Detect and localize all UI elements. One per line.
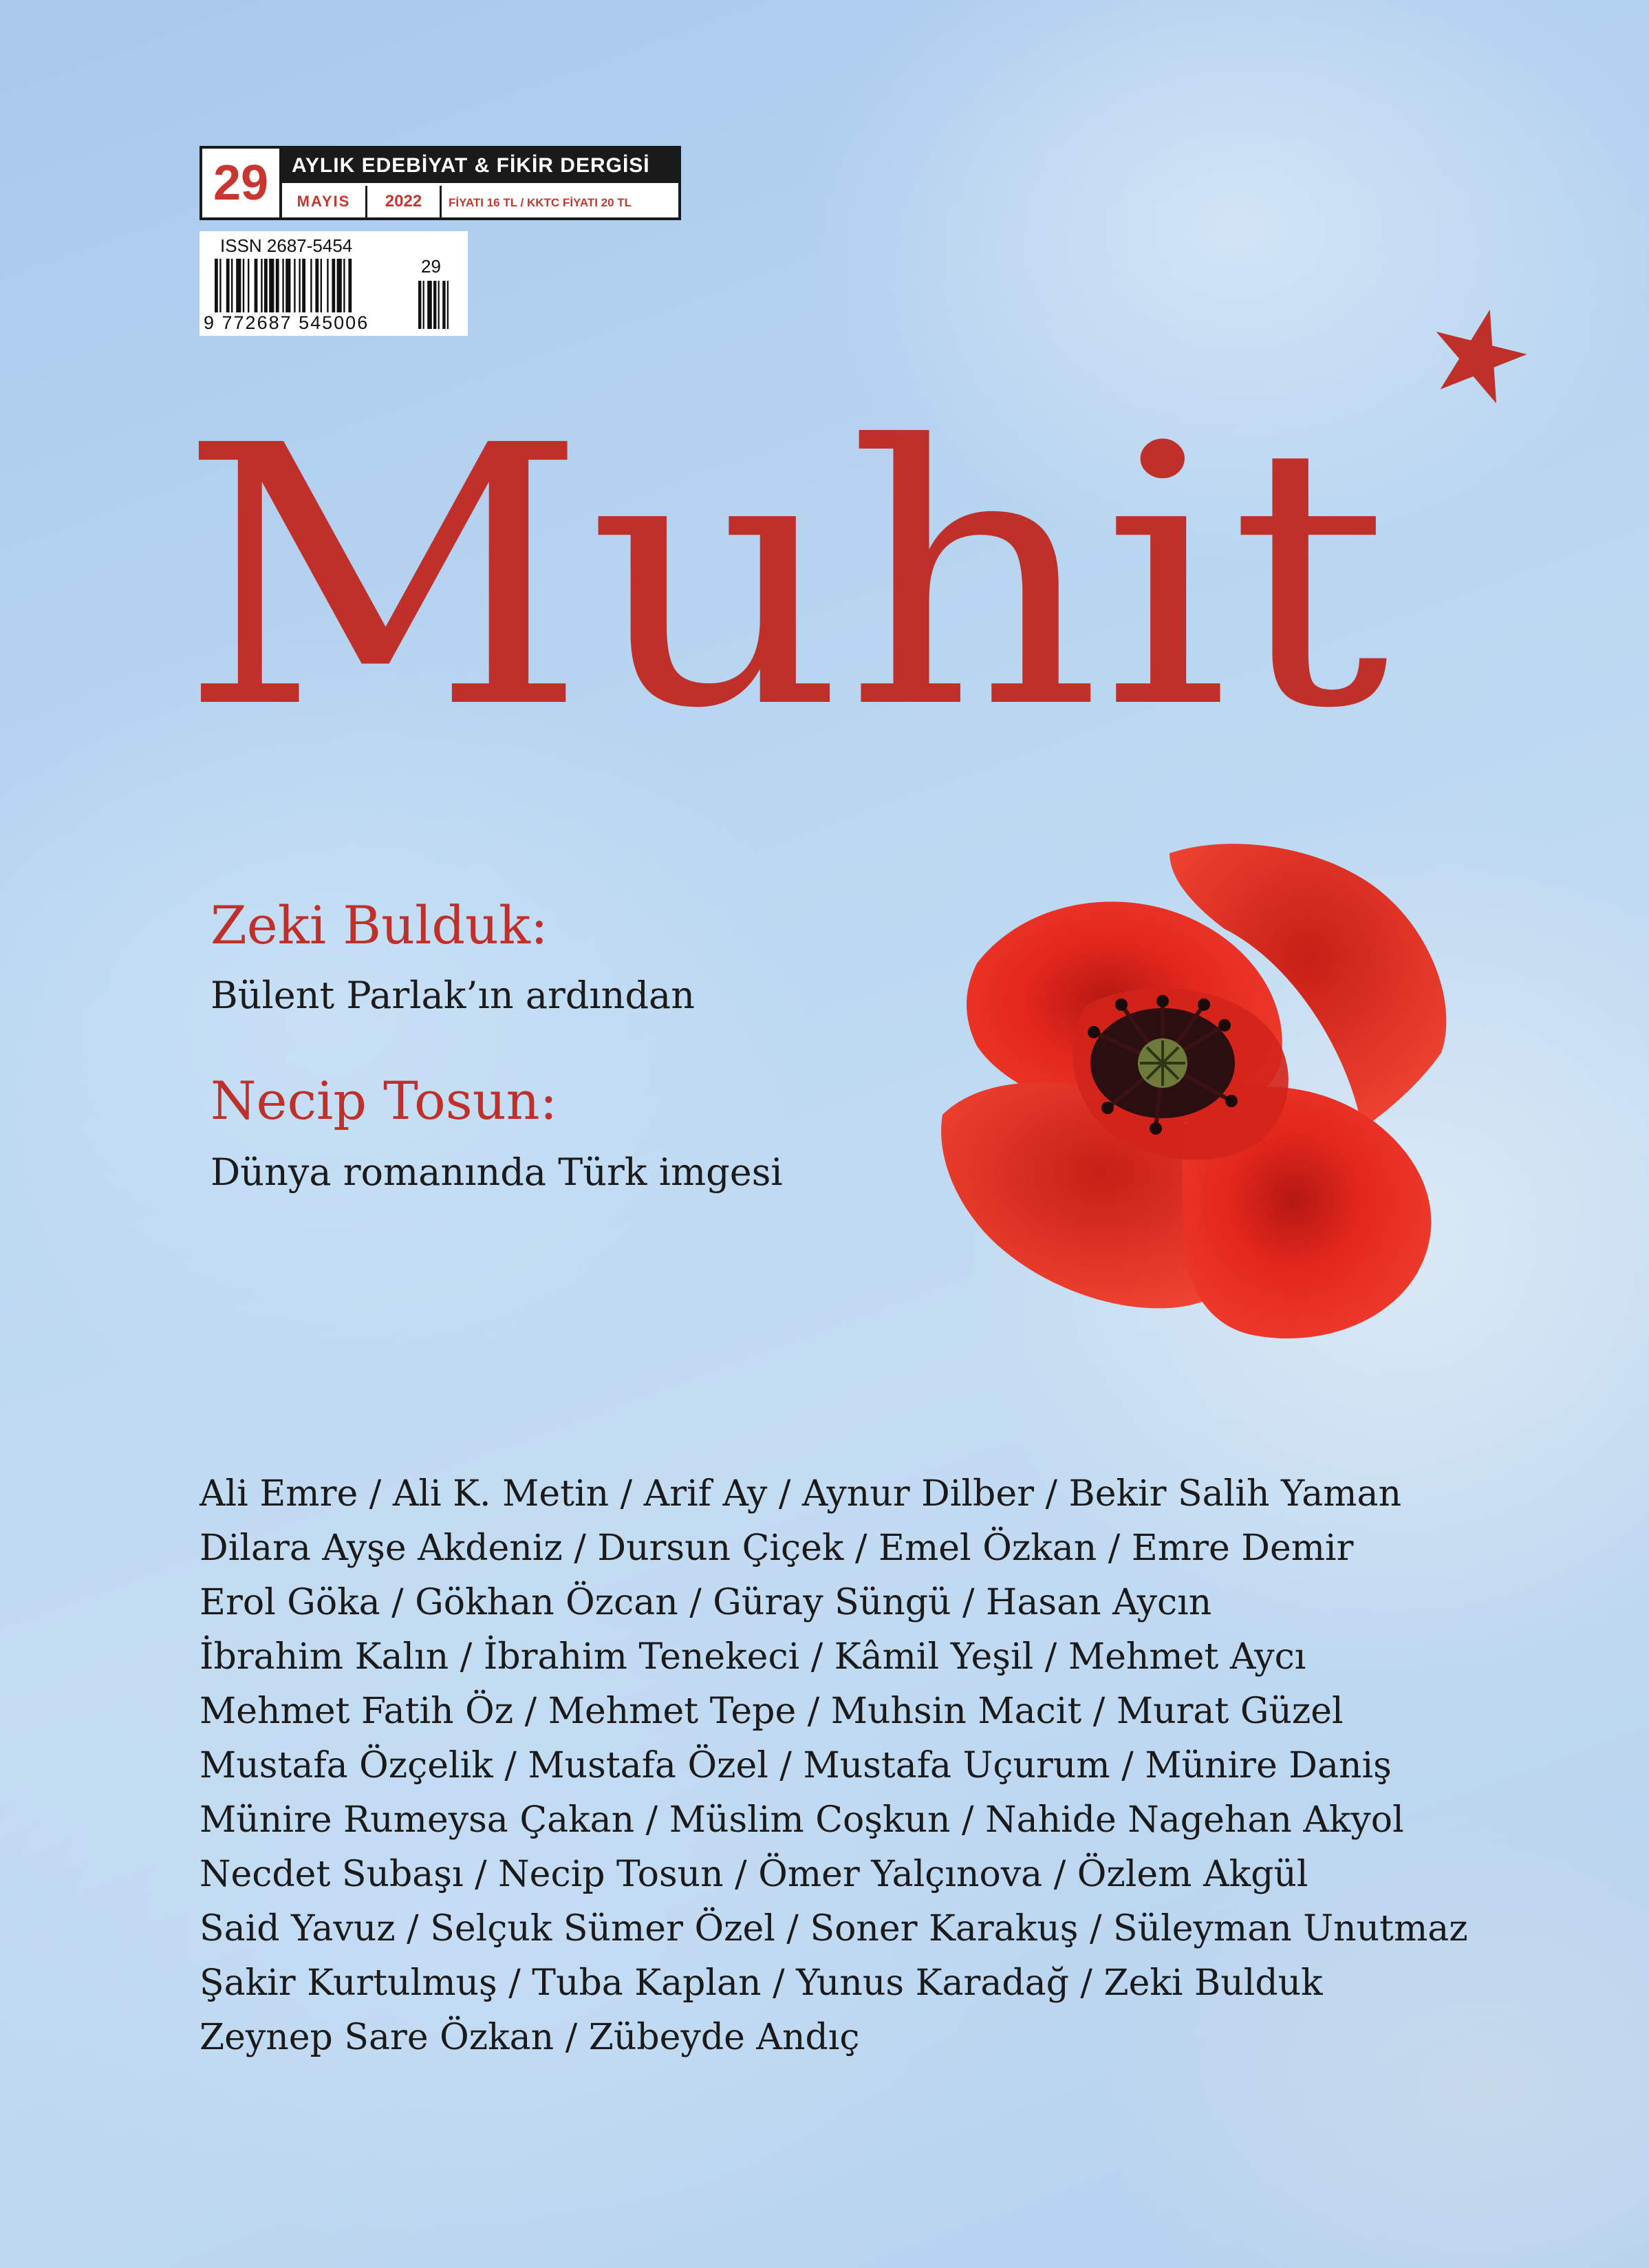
star-icon: [1423, 298, 1535, 407]
issue-number: 29: [202, 149, 282, 217]
contributors-line: Münire Rumeysa Çakan / Müslim Coşkun / Nahide Nagehan Akyol: [200, 1799, 1404, 1841]
contributors-line: Said Yavuz / Selçuk Sümer Özel / Soner Karakuş / Süleyman Unutmaz: [200, 1908, 1468, 1949]
contributors-line: Mehmet Fatih Öz / Mehmet Tepe / Muhsin Macit / Murat Güzel: [200, 1691, 1344, 1732]
masthead-logo: [179, 275, 1555, 743]
issue-price: FİYATI 16 TL / KKTC FİYATI 20 TL: [449, 196, 632, 209]
contributors-line: Ali Emre / Ali K. Metin / Arif Ay / Aynur Dilber / Bekir Salih Yaman: [200, 1473, 1402, 1515]
issue-meta-row: [282, 186, 678, 217]
issue-month: MAYIS: [282, 186, 367, 217]
contributors-line: Şakir Kurtulmuş / Tuba Kaplan / Yunus Karadağ / Zeki Bulduk: [200, 1962, 1323, 2004]
contributors-list: [200, 1467, 1520, 2065]
contributors-line: Erol Göka / Gökhan Özcan / Güray Süngü / Hasan Aycın: [200, 1582, 1212, 1623]
barcode-addon: 29: [421, 256, 441, 277]
contributors-line: Necdet Subaşı / Necip Tosun / Ömer Yalçınova / Özlem Akgül: [200, 1854, 1308, 1895]
headline-subtitle-1: Bülent Parlak’ın ardından: [211, 974, 695, 1017]
issue-year: 2022: [367, 186, 442, 217]
contributors-line: Zeynep Sare Özkan / Zübeyde Andıç: [200, 2017, 860, 2058]
headline-author-1: Zeki Bulduk:: [211, 895, 548, 956]
masthead-svg: [179, 275, 1555, 743]
barcode-digits: 9 772687 545006: [204, 312, 369, 333]
contributors-line: Dilara Ayşe Akdeniz / Dursun Çiçek / Emel Özkan / Emre Demir: [200, 1528, 1354, 1569]
headline-subtitle-2: Dünya romanında Türk imgesi: [211, 1151, 783, 1194]
headline-author-2: Necip Tosun:: [211, 1070, 558, 1131]
magazine-tagline: AYLIK EDEBİYAT & FİKİR DERGİSİ: [282, 149, 678, 183]
poppy-flower-icon: [936, 826, 1458, 1349]
contributors-line: İbrahim Kalın / İbrahim Tenekeci / Kâmil Yeşil / Mehmet Aycı: [200, 1636, 1306, 1678]
issue-info-box: [200, 146, 681, 220]
masthead-title: Muhit: [179, 370, 1392, 743]
issn-text: ISSN 2687-5454: [220, 235, 353, 256]
contributors-line: Mustafa Özçelik / Mustafa Özel / Mustafa Uçurum / Münire Daniş: [200, 1745, 1392, 1786]
